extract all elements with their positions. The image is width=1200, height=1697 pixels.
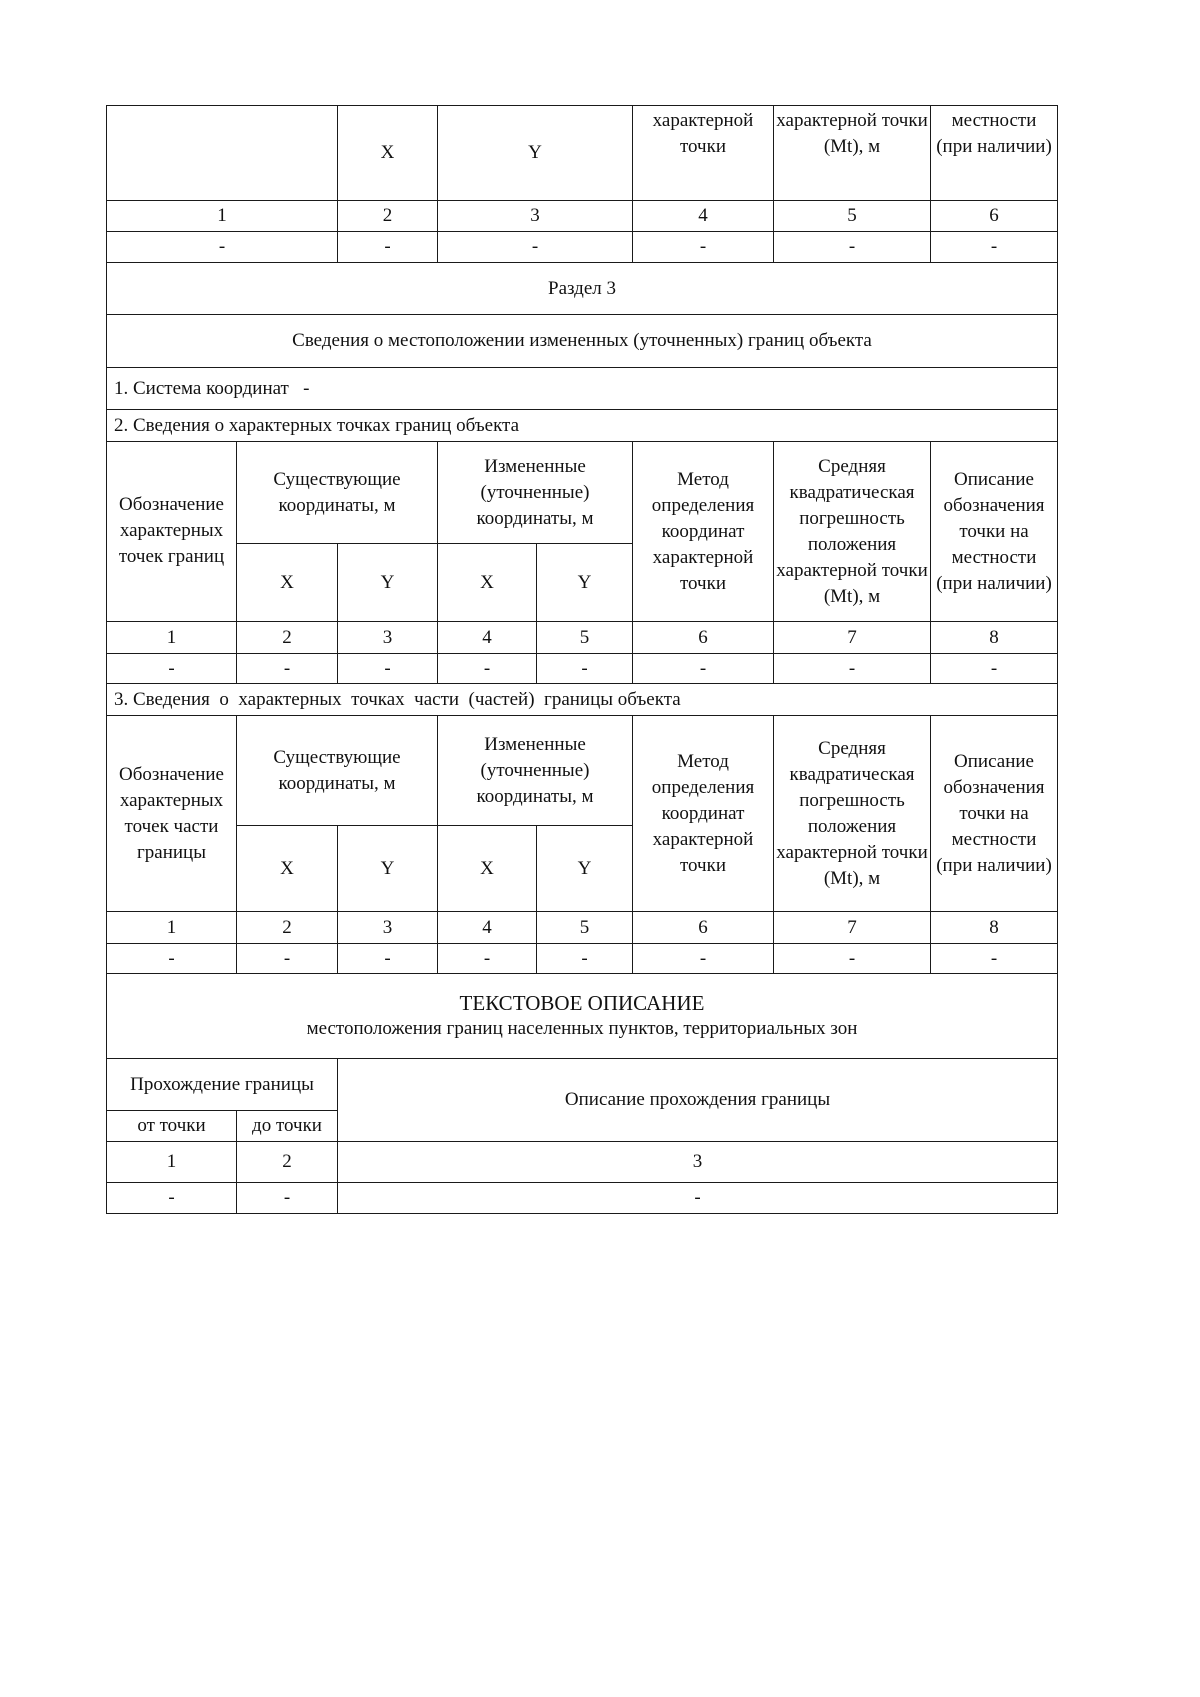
points-x-header: X: [438, 544, 537, 622]
part-header-row: [107, 716, 1058, 826]
section2-header-error: характерной точки (Mt), м: [774, 106, 931, 201]
passage-number-cell: 1: [107, 1142, 237, 1183]
points-number-cell: 3: [338, 622, 438, 654]
part-number-cell: 8: [931, 912, 1058, 944]
points-x-header: X: [237, 544, 338, 622]
part-error-header: Средняя квадратическая погрешность положения характерной точки (Mt), м: [774, 716, 931, 912]
part-points-title-row: [107, 684, 1058, 716]
passage-value-cell: -: [107, 1183, 237, 1214]
section2-number-cell: 4: [633, 201, 774, 232]
points-value-cell: -: [931, 654, 1058, 684]
part-value-cell: -: [438, 944, 537, 974]
part-value-row: [107, 944, 1058, 974]
section2-header-cell: [107, 106, 338, 201]
section2-number-cell: 6: [931, 201, 1058, 232]
part-number-row: [107, 912, 1058, 944]
points-number-cell: 4: [438, 622, 537, 654]
points-designation-header: Обозначение характерных точек границ: [107, 442, 237, 622]
points-method-header: Метод определения координат характерной точки: [633, 442, 774, 622]
section2-value-cell: -: [107, 232, 338, 263]
text-description-subtitle: местоположения границ населенных пунктов, территориальных зон: [306, 1018, 858, 1039]
section3-subtitle-row: [107, 315, 1058, 368]
boundary-points-title-row: [107, 410, 1058, 442]
part-x-header: X: [237, 826, 338, 912]
section2-value-cell: -: [438, 232, 633, 263]
part-y-header: Y: [338, 826, 438, 912]
passage-number-row: [107, 1142, 1058, 1183]
section2-number-cell: 1: [107, 201, 338, 232]
section2-value-cell: -: [338, 232, 438, 263]
section2-header-x: X: [338, 106, 438, 201]
points-existing-header: Существующие координаты, м: [237, 442, 438, 544]
section2-number-cell: 2: [338, 201, 438, 232]
section2-number-cell: 3: [438, 201, 633, 232]
section3-subtitle: Сведения о местоположении измененных (уточненных) границ объекта: [107, 315, 1058, 368]
part-y-header: Y: [537, 826, 633, 912]
points-value-cell: -: [537, 654, 633, 684]
part-value-cell: -: [774, 944, 931, 974]
part-number-cell: 7: [774, 912, 931, 944]
points-y-header: Y: [537, 544, 633, 622]
part-value-cell: -: [537, 944, 633, 974]
points-changed-header: Измененные (уточненные) координаты, м: [438, 442, 633, 544]
section3-title: Раздел 3: [107, 263, 1058, 315]
section2-value-row: [107, 232, 1058, 263]
points-number-cell: 8: [931, 622, 1058, 654]
part-points-title: 3. Сведения о характерных точках части (частей) границы объекта: [107, 684, 1058, 716]
points-value-cell: -: [338, 654, 438, 684]
section2-value-cell: -: [774, 232, 931, 263]
part-value-cell: -: [237, 944, 338, 974]
part-value-cell: -: [338, 944, 438, 974]
section2-number-row: [107, 201, 1058, 232]
document-table: [106, 105, 1058, 1214]
passage-number-cell: 2: [237, 1142, 338, 1183]
passage-number-cell: 3: [338, 1142, 1058, 1183]
section2-number-cell: 5: [774, 201, 931, 232]
from-point-header: от точки: [107, 1111, 237, 1142]
points-number-cell: 7: [774, 622, 931, 654]
section2-header-point: характерной точки: [633, 106, 774, 201]
part-existing-header: Существующие координаты, м: [237, 716, 438, 826]
points-value-cell: -: [107, 654, 237, 684]
part-number-cell: 4: [438, 912, 537, 944]
boundary-points-title: 2. Сведения о характерных точках границ объекта: [107, 410, 1058, 442]
passage-header: Прохождение границы: [107, 1059, 338, 1111]
section2-value-cell: -: [633, 232, 774, 263]
points-number-cell: 5: [537, 622, 633, 654]
coord-system-row: [107, 368, 1058, 410]
points-number-cell: 1: [107, 622, 237, 654]
text-description-title: ТЕКСТОВОЕ ОПИСАНИЕ: [459, 991, 705, 1015]
points-header-row: [107, 442, 1058, 544]
points-error-header: Средняя квадратическая погрешность положения характерной точки (Mt), м: [774, 442, 931, 622]
part-value-cell: -: [633, 944, 774, 974]
part-value-cell: -: [931, 944, 1058, 974]
part-number-cell: 1: [107, 912, 237, 944]
part-number-cell: 2: [237, 912, 338, 944]
section2-header-row: [107, 106, 1058, 201]
part-method-header: Метод определения координат характерной точки: [633, 716, 774, 912]
points-value-cell: -: [237, 654, 338, 684]
part-designation-header: Обозначение характерных точек части границы: [107, 716, 237, 912]
passage-value-row: [107, 1183, 1058, 1214]
part-description-header: Описание обозначения точки на местности (при наличии): [931, 716, 1058, 912]
part-changed-header: Измененные (уточненные) координаты, м: [438, 716, 633, 826]
points-number-row: [107, 622, 1058, 654]
points-number-cell: 6: [633, 622, 774, 654]
part-number-cell: 6: [633, 912, 774, 944]
passage-value-cell: -: [237, 1183, 338, 1214]
part-x-header: X: [438, 826, 537, 912]
section2-header-description: местности (при наличии): [931, 106, 1058, 201]
passage-value-cell: -: [338, 1183, 1058, 1214]
passage-description-header: Описание прохождения границы: [338, 1059, 1058, 1142]
points-description-header: Описание обозначения точки на местности (при наличии): [931, 442, 1058, 622]
part-value-cell: -: [107, 944, 237, 974]
points-number-cell: 2: [237, 622, 338, 654]
points-value-cell: -: [633, 654, 774, 684]
part-number-cell: 3: [338, 912, 438, 944]
points-value-cell: -: [774, 654, 931, 684]
section3-title-row: [107, 263, 1058, 315]
to-point-header: до точки: [237, 1111, 338, 1142]
passage-header-row: [107, 1059, 1058, 1111]
text-description-row: [107, 974, 1058, 1059]
section2-value-cell: -: [931, 232, 1058, 263]
section2-header-y: Y: [438, 106, 633, 201]
text-description-cell: [107, 974, 1058, 1059]
part-number-cell: 5: [537, 912, 633, 944]
coord-system-label: 1. Система координат -: [107, 368, 1058, 410]
points-y-header: Y: [338, 544, 438, 622]
points-value-row: [107, 654, 1058, 684]
points-value-cell: -: [438, 654, 537, 684]
